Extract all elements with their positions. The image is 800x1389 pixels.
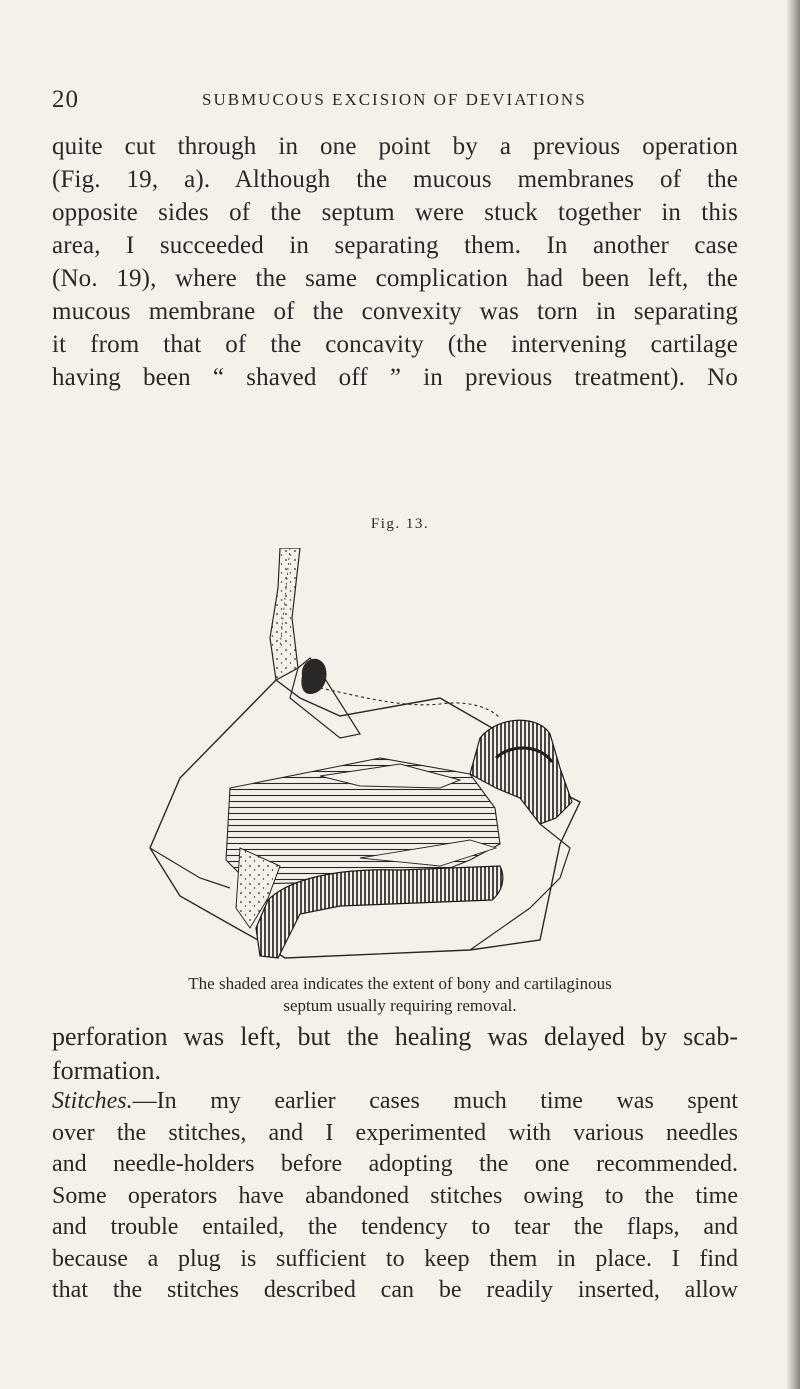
text-line: opposite sides of the septum were stuck together in this [52, 199, 738, 226]
page-edge-shadow [786, 0, 800, 1389]
text-line: mucous membrane of the convexity was torn in separating [52, 298, 738, 325]
text-run: —In my earlier cases much time was spent [132, 1088, 738, 1114]
figure-label: Fig. 13. [370, 516, 430, 532]
text-line: area, I succeeded in separating them. In another case [52, 232, 738, 259]
nasal-bone [270, 548, 300, 680]
page-number: 20 [52, 86, 79, 113]
paragraph-3 [52, 1086, 738, 1307]
text-line: (Fig. 19, a). Although the mucous membranes of the [52, 166, 738, 193]
text-line: that the stitches described can be readily inserted, allow [52, 1277, 738, 1303]
text-line [52, 1086, 738, 1118]
text-line: it from that of the concavity (the intervening cartilage [52, 331, 738, 358]
text-line: and trouble entailed, the tendency to tear the flaps, and [52, 1214, 738, 1240]
text-line: quite cut through in one point by a previous operation [52, 133, 738, 160]
paragraph-1 [52, 130, 738, 394]
text-line: over the stitches, and I experimented with various needles [52, 1119, 738, 1146]
text-line: (No. 19), where the same complication had been left, the [52, 265, 738, 292]
paragraph-2 [52, 1020, 738, 1088]
septum-illustration [140, 548, 600, 968]
section-heading-stitches: Stitches. [52, 1088, 133, 1114]
text-line: formation. [52, 1056, 162, 1085]
text-line: perforation was left, but the healing was delayed by scab- [52, 1022, 738, 1051]
text-line: Some operators have abandoned stitches owing to the time [52, 1182, 738, 1209]
text-line: having been “ shaved off ” in previous treatment). No [52, 364, 738, 391]
caption-line: The shaded area indicates the extent of bony and cartilaginous [188, 974, 612, 993]
caption-line: septum usually requiring removal. [283, 996, 517, 1015]
running-head-title: SUBMUCOUS EXCISION OF DEVIATIONS [202, 90, 587, 109]
text-line: and needle-holders before adopting the one recommended. [52, 1151, 738, 1177]
running-head [52, 86, 732, 114]
text-line: because a plug is sufficient to keep them in place. I find [52, 1245, 738, 1272]
figure-caption [80, 973, 720, 1017]
